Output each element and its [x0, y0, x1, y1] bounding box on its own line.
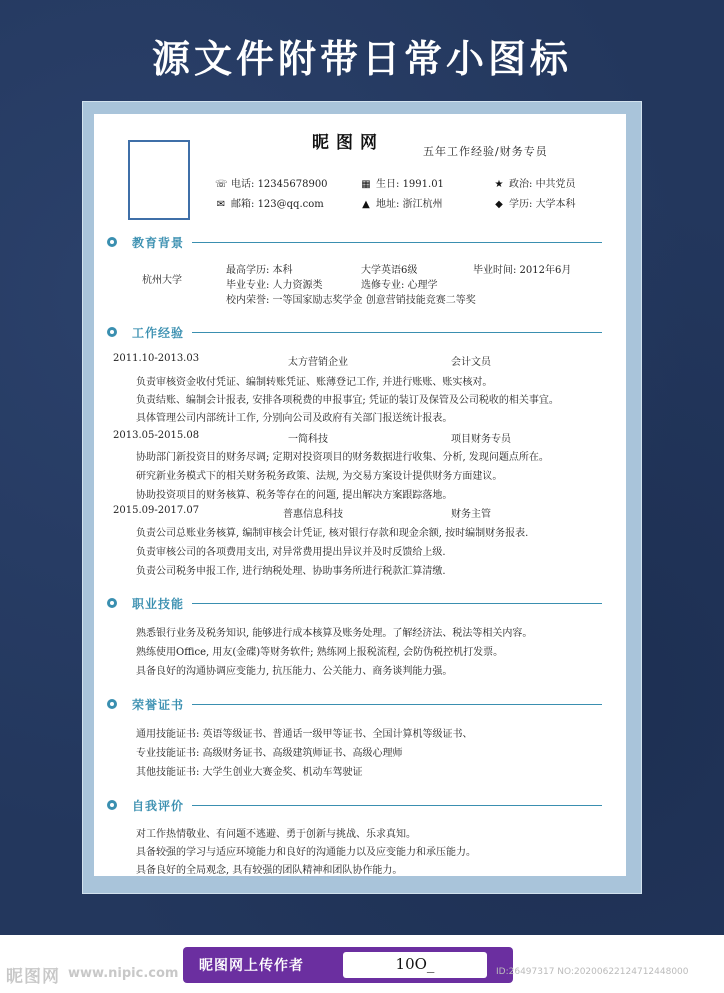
- certs-divider: [192, 704, 602, 705]
- degree-label: 学历:: [509, 199, 533, 210]
- contact-politics: [493, 175, 576, 190]
- self-section-icon: [107, 800, 117, 810]
- education-english: 大学英语6级: [361, 265, 418, 276]
- job-duty: 协助部门新投资目的财务尽调; 定期对投资项目的财务数据进行收集、分析, 发现问题点所在。: [136, 452, 549, 463]
- job-duty: 负责审核公司的各项费用支出, 对异常费用提出异议并及时反馈给上级.: [136, 547, 446, 558]
- resume-subtitle: 五年工作经验/财务专员: [423, 145, 548, 158]
- job-duty: 研究新业务模式下的相关财务税务政策、法规, 为交易方案设计提供财务方面建议。: [136, 471, 503, 482]
- phone-value: 12345678900: [257, 179, 328, 190]
- skills-divider: [192, 603, 602, 604]
- job-role: 财务主管: [451, 509, 491, 520]
- resume-name: 昵图网: [312, 133, 384, 153]
- skill-line: 熟练使用Office, 用友(金碟)等财务软件; 熟练网上报税流程, 会防伪税控机打发票。: [136, 647, 504, 658]
- calendar-icon: ▦: [361, 179, 371, 190]
- skills-section-icon: [107, 598, 117, 608]
- email-label: 邮箱:: [231, 199, 255, 210]
- phone-icon: ☏: [215, 179, 228, 190]
- self-divider: [192, 805, 602, 806]
- graduation-cap-icon: ◆: [495, 199, 503, 210]
- job-company: 太方营销企业: [288, 357, 348, 368]
- job-duty: 具体管理公司内部统计工作, 分别向公司及政府有关部门报送统计报表。: [136, 413, 453, 424]
- footer-url[interactable]: www.nipic.com: [68, 966, 179, 981]
- contact-phone: [215, 175, 328, 190]
- politics-value: 中共党员: [535, 179, 576, 190]
- footer-watermark: 昵图网: [6, 967, 60, 987]
- star-icon: ★: [494, 179, 504, 190]
- self-line: 具备良好的全局观念, 具有较强的团队精神和团队协作能力。: [136, 865, 403, 876]
- job-period: 2013.05-2015.08: [113, 430, 200, 441]
- cert-line: 其他技能证书: 大学生创业大赛金奖、机动车驾驶证: [136, 767, 363, 778]
- certs-title: 荣誉证书: [132, 698, 185, 712]
- address-label: 地址:: [376, 199, 400, 210]
- education-minor: 选修专业: 心理学: [361, 280, 438, 291]
- birthday-value: 1991.01: [402, 179, 444, 190]
- job-duty: 负责公司总账业务核算, 编制审核会计凭证, 核对银行存款和现金余额, 按时编制财务报表.: [136, 528, 529, 539]
- work-section-icon: [107, 327, 117, 337]
- address-value: 浙江杭州: [402, 199, 443, 210]
- job-company: 一简科技: [288, 434, 328, 445]
- uploader-label: 昵图网上传作者: [199, 958, 304, 974]
- self-line: 对工作热情敬业、有问题不逃避、勇于创新与挑战、乐求真知。: [136, 829, 416, 840]
- job-duty: 协助投资项目的财务核算、税务等存在的问题, 提出解决方案跟踪落地。: [136, 490, 453, 501]
- cert-line: 通用技能证书: 英语等级证书、普通话一级甲等证书、全国计算机等级证书、: [136, 729, 473, 740]
- banner-title: 源文件附带日常小图标: [151, 37, 572, 81]
- education-divider: [192, 242, 602, 243]
- job-company: 普惠信息科技: [283, 509, 343, 520]
- contact-birthday: [360, 175, 444, 190]
- education-title: 教育背景: [132, 236, 185, 250]
- self-title: 自我评价: [132, 799, 185, 813]
- photo-placeholder: [128, 140, 190, 220]
- skills-title: 职业技能: [132, 597, 185, 611]
- education-honors: 校内荣誉: 一等国家励志奖学金 创意营销技能竞赛二等奖: [226, 295, 476, 306]
- politics-label: 政治:: [509, 179, 533, 190]
- phone-label: 电话:: [231, 179, 255, 190]
- certs-section-icon: [107, 699, 117, 709]
- skill-line: 具备良好的沟通协调应变能力, 抗压能力、公关能力、商务谈判能力强。: [136, 666, 453, 677]
- image-id-line: ID:26497317 NO:20200622124712448000: [496, 967, 689, 977]
- job-duty: 负责结账、编制会计报表, 安排各项税费的申报事宜; 凭证的装订及保管及公司税收的相关事宜。: [136, 395, 559, 406]
- email-value: 123@qq.com: [257, 199, 324, 210]
- uploader-name[interactable]: 10O_: [395, 955, 435, 973]
- work-divider: [192, 332, 602, 333]
- education-section-icon: [107, 237, 117, 247]
- job-duty: 负责公司税务申报工作, 进行纳税处理、协助事务所进行税款汇算清缴.: [136, 566, 446, 577]
- mail-icon: ✉: [216, 199, 226, 210]
- cert-line: 专业技能证书: 高级财务证书、高级建筑师证书、高级心理师: [136, 748, 403, 759]
- work-title: 工作经验: [132, 326, 185, 340]
- location-arrow-icon: ▲: [362, 199, 370, 210]
- self-line: 具备较强的学习与适应环境能力和良好的沟通能力以及应变能力和承压能力。: [136, 847, 476, 858]
- education-graduation: 毕业时间: 2012年6月: [473, 265, 572, 276]
- job-period: 2015.09-2017.07: [113, 505, 200, 516]
- skill-line: 熟悉银行业务及税务知识, 能够进行成本核算及账务处理。了解经济法、税法等相关内容。: [136, 628, 533, 639]
- education-school: 杭州大学: [142, 275, 182, 286]
- job-role: 项目财务专员: [451, 434, 511, 445]
- job-period: 2011.10-2013.03: [113, 353, 200, 364]
- birthday-label: 生日:: [376, 179, 400, 190]
- contact-email: [215, 195, 324, 210]
- contact-degree: [493, 195, 576, 210]
- education-degree: 最高学历: 本科: [226, 265, 293, 276]
- contact-address: [360, 195, 443, 210]
- job-duty: 负责审核资金收付凭证、编制转账凭证、账薄登记工作, 并进行账账、账实核对。: [136, 377, 493, 388]
- job-role: 会计文员: [451, 357, 491, 368]
- education-major: 毕业专业: 人力资源类: [226, 280, 323, 291]
- degree-value: 大学本科: [535, 199, 576, 210]
